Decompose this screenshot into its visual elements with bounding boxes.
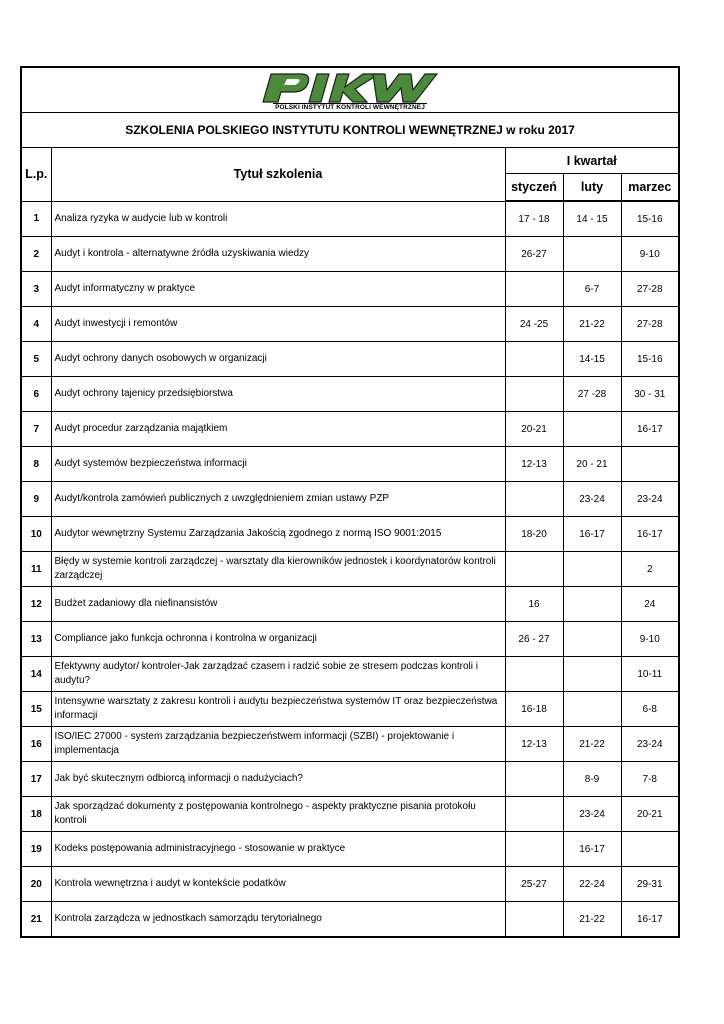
date-march: 27-28 [621,272,679,307]
training-schedule-sheet [20,66,678,938]
training-title: Audyt informatyczny w praktyce [51,272,505,307]
training-title: Audyt i kontrola - alternatywne źródła uzyskiwania wiedzy [51,237,505,272]
date-january: 12-13 [505,447,563,482]
date-january [505,377,563,412]
table-row [21,482,679,517]
training-title: Audyt procedur zarządzania majątkiem [51,412,505,447]
row-number: 14 [21,657,51,692]
table-row [21,552,679,587]
row-number: 7 [21,412,51,447]
training-title: Budżet zadaniowy dla niefinansistów [51,587,505,622]
date-march: 15-16 [621,342,679,377]
table-row [21,832,679,867]
date-march: 16-17 [621,412,679,447]
quarter-header: I kwartał [505,148,679,174]
date-february [563,412,621,447]
row-number: 9 [21,482,51,517]
table-row [21,201,679,237]
date-march: 20-21 [621,797,679,832]
table-row [21,272,679,307]
table-row [21,342,679,377]
date-february [563,622,621,657]
date-march: 9-10 [621,237,679,272]
row-number: 10 [21,517,51,552]
date-march: 16-17 [621,902,679,938]
month-header-feb: luty [563,174,621,202]
date-march: 30 - 31 [621,377,679,412]
row-number: 1 [21,201,51,237]
training-title: Compliance jako funkcja ochronna i kontrolna w organizacji [51,622,505,657]
date-january [505,832,563,867]
table-row [21,727,679,762]
date-february [563,657,621,692]
date-march: 6-8 [621,692,679,727]
row-number: 6 [21,377,51,412]
date-march: 10-11 [621,657,679,692]
table-row [21,692,679,727]
month-header-mar: marzec [621,174,679,202]
date-february: 22-24 [563,867,621,902]
training-title: Audytor wewnętrzny Systemu Zarządzania Jakością zgodnego z normą ISO 9001:2015 [51,517,505,552]
date-january [505,797,563,832]
training-title: Błędy w systemie kontroli zarządczej - warsztaty dla kierowników jednostek i koordynatorów kontroli zarządczej [51,552,505,587]
month-header-jan: styczeń [505,174,563,202]
date-february [563,552,621,587]
training-title: Analiza ryzyka w audycie lub w kontroli [51,201,505,237]
training-title: Audyt ochrony tajenicy przedsiębiorstwa [51,377,505,412]
row-number: 5 [21,342,51,377]
date-march: 2 [621,552,679,587]
date-january [505,762,563,797]
date-march: 24 [621,587,679,622]
date-march: 29-31 [621,867,679,902]
date-february: 21-22 [563,902,621,938]
row-number: 12 [21,587,51,622]
lp-header: L.p. [21,148,51,202]
date-february: 23-24 [563,482,621,517]
training-title: Audyt ochrony danych osobowych w organizacji [51,342,505,377]
row-number: 17 [21,762,51,797]
date-february: 23-24 [563,797,621,832]
date-january [505,552,563,587]
training-title: Jak sporządzać dokumenty z postępowania kontrolnego - aspekty praktyczne pisania protokołu kontroli [51,797,505,832]
date-january [505,657,563,692]
date-january: 18-20 [505,517,563,552]
date-january: 16 [505,587,563,622]
training-title: Efektywny audytor/ kontroler-Jak zarządzać czasem i radzić sobie ze stresem podczas kontroli i audytu? [51,657,505,692]
date-february [563,587,621,622]
date-february: 27 -28 [563,377,621,412]
training-title-header: Tytuł szkolenia [51,148,505,202]
date-february: 21-22 [563,307,621,342]
date-february: 21-22 [563,727,621,762]
date-march: 27-28 [621,307,679,342]
date-january [505,272,563,307]
table-row [21,867,679,902]
row-number: 4 [21,307,51,342]
table-row [21,517,679,552]
table-row [21,797,679,832]
date-march: 9-10 [621,622,679,657]
row-number: 16 [21,727,51,762]
date-january [505,342,563,377]
date-february: 16-17 [563,517,621,552]
training-schedule-table [20,66,680,938]
row-number: 2 [21,237,51,272]
training-title: ISO/IEC 27000 - system zarządzania bezpieczeństwem informacji (SZBI) - projektowanie i implementacja [51,727,505,762]
table-row [21,657,679,692]
date-february: 20 - 21 [563,447,621,482]
training-title: Intensywne warsztaty z zakresu kontroli i audytu bezpieczeństwa systemów IT oraz bezpieczeństwa informacji [51,692,505,727]
table-row [21,762,679,797]
row-number: 20 [21,867,51,902]
date-february [563,692,621,727]
date-march [621,832,679,867]
table-row [21,447,679,482]
table-row [21,377,679,412]
table-row [21,237,679,272]
date-february [563,237,621,272]
training-title: Kontrola zarządcza w jednostkach samorządu terytorialnego [51,902,505,938]
date-january: 16-18 [505,692,563,727]
date-march [621,447,679,482]
row-number: 11 [21,552,51,587]
date-march: 15-16 [621,201,679,237]
training-title: Audyt/kontrola zamówień publicznych z uwzględnieniem zmian ustawy PZP [51,482,505,517]
date-january: 26-27 [505,237,563,272]
table-row [21,622,679,657]
logo-cell [21,67,679,113]
page-title: SZKOLENIA POLSKIEGO INSTYTUTU KONTROLI WEWNĘTRZNEJ w roku 2017 [21,113,679,148]
date-february: 8-9 [563,762,621,797]
table-row [21,587,679,622]
training-title: Audyt systemów bezpieczeństwa informacji [51,447,505,482]
date-march: 23-24 [621,482,679,517]
date-january: 12-13 [505,727,563,762]
table-row [21,307,679,342]
training-title: Audyt inwestycji i remontów [51,307,505,342]
date-february: 16-17 [563,832,621,867]
date-february: 6-7 [563,272,621,307]
date-march: 7-8 [621,762,679,797]
date-march: 23-24 [621,727,679,762]
table-row [21,902,679,938]
row-number: 18 [21,797,51,832]
date-january: 24 -25 [505,307,563,342]
row-number: 8 [21,447,51,482]
pikw-logo [257,70,443,111]
date-february: 14-15 [563,342,621,377]
date-january: 20-21 [505,412,563,447]
pikw-logo-mark [257,70,443,104]
row-number: 21 [21,902,51,938]
row-number: 19 [21,832,51,867]
row-number: 3 [21,272,51,307]
logo-subtitle: POLSKI INSTYTUT KONTROLI WEWNĘTRZNEJ [275,103,425,111]
date-january: 25-27 [505,867,563,902]
date-february: 14 - 15 [563,201,621,237]
training-title: Jak być skutecznym odbiorcą informacji o nadużyciach? [51,762,505,797]
date-january [505,482,563,517]
date-january [505,902,563,938]
training-title: Kontrola wewnętrzna i audyt w kontekście podatków [51,867,505,902]
row-number: 13 [21,622,51,657]
date-january: 17 - 18 [505,201,563,237]
training-title: Kodeks postępowania administracyjnego - stosowanie w praktyce [51,832,505,867]
date-january: 26 - 27 [505,622,563,657]
row-number: 15 [21,692,51,727]
table-row [21,412,679,447]
date-march: 16-17 [621,517,679,552]
